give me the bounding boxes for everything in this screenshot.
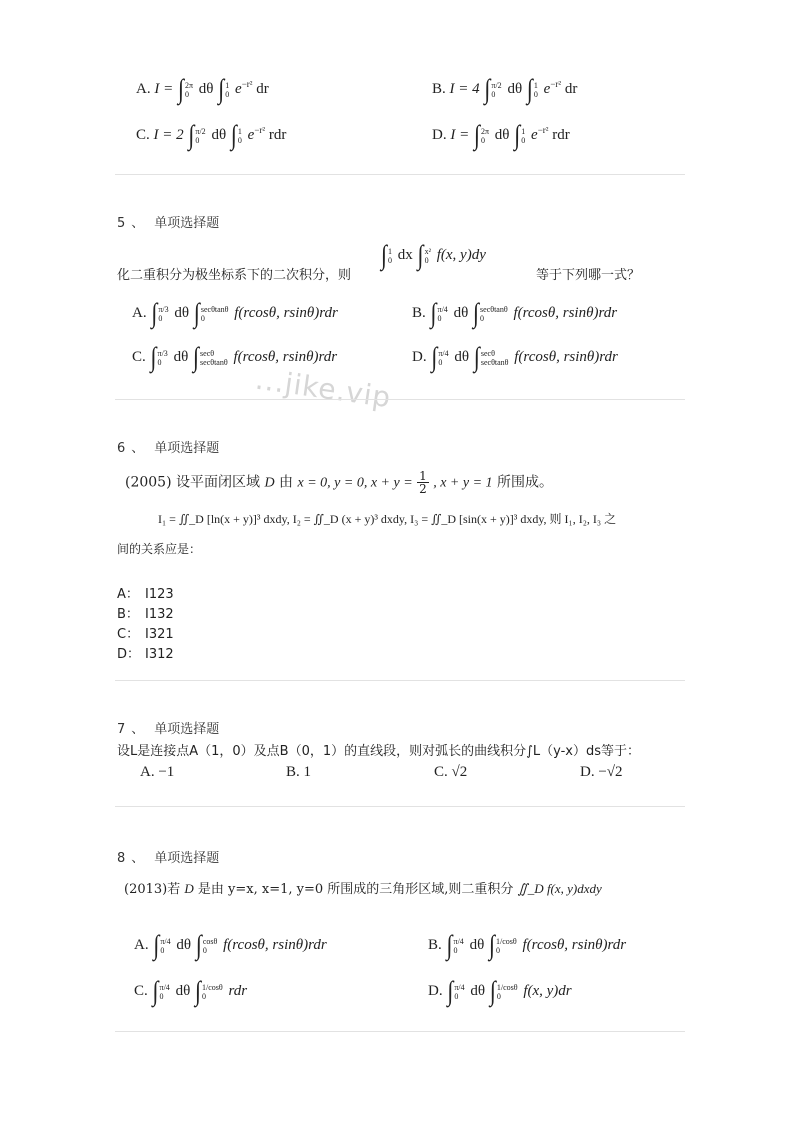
q6-option-a[interactable]: A： I123 [117,587,174,602]
q5-stem-integral: ∫ 1 0 dx ∫ x² 0 f(x, y)dy [381,238,486,270]
q8-option-c[interactable]: C. ∫ π/4 0 dθ ∫ 1/cosθ 0 rdr [134,974,248,1006]
q6-option-c[interactable]: C： I321 [117,627,174,642]
q6-option-d[interactable]: D： I312 [117,647,174,662]
q6-option-b[interactable]: B： I132 [117,607,174,622]
q5-option-c[interactable]: C. ∫ π/3 0 dθ ∫ secθ secθtanθ f(rcosθ, rsinθ)rdr [132,340,338,372]
q4-option-b[interactable]: B. I = 4 ∫ π/2 0 dθ ∫ 1 0 $e^{-r^2}$ dr [432,72,578,104]
q4-option-a[interactable]: A. I = ∫ 2π 0 dθ ∫ 1 0 $e^{-r^2}$ dr [136,72,269,104]
q4-option-c[interactable]: C. I = 2 ∫ π/2 0 dθ ∫ 1 0 $e^{-r^2}$ rdr [136,118,287,150]
q6-stem-line2: I₁ = ∬_D [ln(x + y)]³ dxdy, I₂ = ∬_D (x + y)³ dxdy, I₃ = ∬_D [sin(x + y)]³ dxdy, 则 I₁, I₂, I₃ 之 [158,512,617,526]
q8-option-d[interactable]: D. ∫ π/4 0 dθ ∫ 1/cosθ 0 f(x, y)dr [428,974,572,1006]
q7-header: 7 、 单项选择题 [117,722,220,737]
q5-header: 5 、 单项选择题 [117,216,220,231]
divider [115,174,685,175]
watermark: ...jike.vip [253,362,394,415]
q5-option-b[interactable]: B. ∫ π/4 0 dθ ∫ secθtanθ 0 f(rcosθ, rsinθ)rdr [412,296,618,328]
q8-option-b[interactable]: B. ∫ π/4 0 dθ ∫ 1/cosθ 0 f(rcosθ, rsinθ)rdr [428,928,627,960]
divider [115,1031,685,1032]
q6-header: 6 、 单项选择题 [117,441,220,456]
q7-option-d[interactable]: D. −√2 [580,764,623,780]
q7-option-a[interactable]: A. −1 [140,764,175,780]
q5-option-d[interactable]: D. ∫ π/4 0 dθ ∫ secθ secθtanθ f(rcosθ, rsinθ)rdr [412,340,618,372]
q8-header: 8 、 单项选择题 [117,851,220,866]
q5-option-a[interactable]: A. ∫ π/3 0 dθ ∫ secθtanθ 0 f(rcosθ, rsinθ)rdr [132,296,338,328]
q8-stem: (2013)若 D 是由 y=x, x=1, y=0 所围成的三角形区域,则二重积分 ∬_D f(x, y)dxdy [124,881,602,897]
q4-option-d[interactable]: D. I = ∫ 2π 0 dθ ∫ 1 0 $e^{-r^2}$ rdr [432,118,570,150]
q7-option-c[interactable]: C. √2 [434,764,468,780]
q7-stem: 设L是连接点A（1，0）及点B（0，1）的直线段，则对弧长的曲线积分∫L（y-x）ds等于： [117,744,641,759]
q6-stem-line3: 间的关系应是： [117,542,202,556]
divider [115,680,685,681]
q7-option-b[interactable]: B. 1 [286,764,312,780]
divider [115,399,685,400]
q5-stem-suffix: 等于下列哪一式？ [536,268,641,283]
q5-stem-prefix: 化二重积分为极坐标系下的二次积分，则 [117,268,352,283]
q8-option-a[interactable]: A. ∫ π/4 0 dθ ∫ cosθ 0 f(rcosθ, rsinθ)rdr [134,928,327,960]
q6-stem-line1: (2005) 设平面闭区域 D 由 x = 0, y = 0, x + y = $\frac{1}{2}$ , x + y = 1 所围成。 [125,469,553,496]
divider [115,806,685,807]
